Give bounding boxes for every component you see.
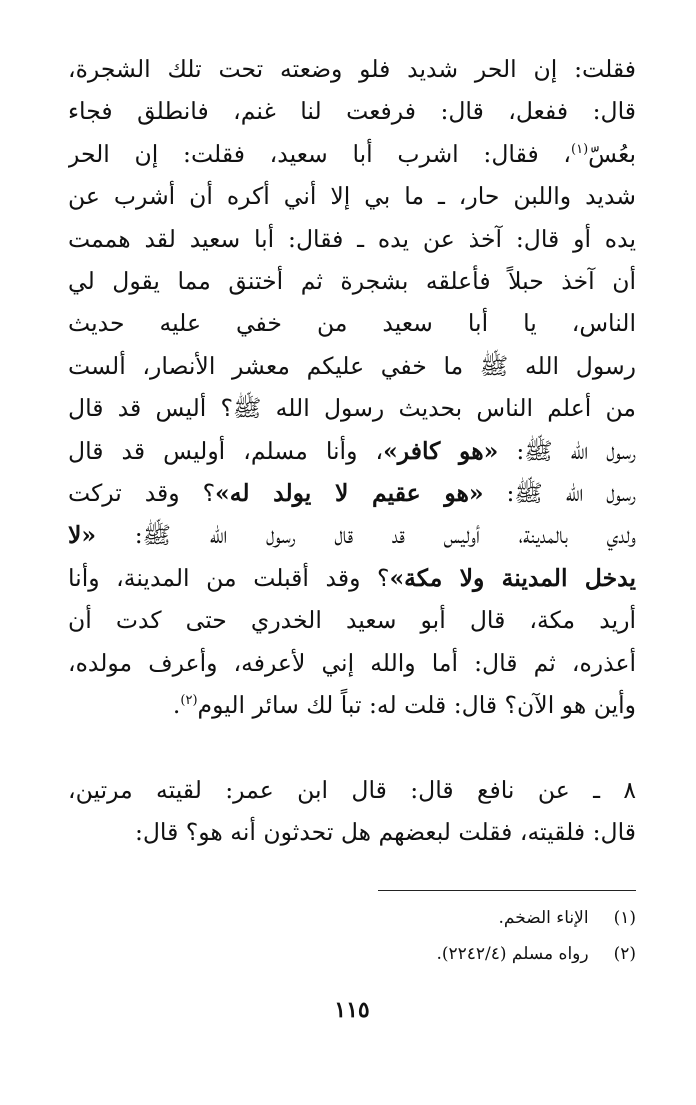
text-line-15: أعذره، ثم قال: أما والله إني لأعرفه، وأعرف مولده،	[68, 648, 636, 677]
text-line-7: الناس، يا أبا سعيد من خفي عليه حديث	[68, 309, 636, 338]
page-number: ١١٥	[334, 997, 370, 1023]
text-line-14: أريد مكة، قال أبو سعيد الخدري حتى كدت أن	[68, 606, 636, 635]
paragraph-gap	[68, 727, 636, 769]
quote-bold: «هو كافر»	[383, 436, 499, 465]
text-line-13: يدخل المدينة ولا مكة»؟ وقد أقبلت من المدينة، وأنا	[68, 563, 636, 592]
footnote-ref-1: (١)	[571, 141, 589, 157]
book-page	[68, 48, 636, 1023]
text-line-3: بعُسّ$^{(١)}$، فقال: اشرب أبا سعيد، فقلت: إن الحر	[68, 139, 636, 168]
text-line-8: رسول الله ﷺ ما خفي عليكم معشر الأنصار، ألست	[68, 351, 636, 380]
quote-bold: يدخل المدينة ولا مكة»	[389, 563, 636, 592]
footnote-text: الإناء الضخم.	[498, 908, 589, 928]
footnote-2	[68, 936, 636, 972]
footnote-1	[68, 900, 636, 936]
text-line-6: أن آخذ حبلاً فأعلقه بشجرة ثم أختنق مما يقول لي	[68, 267, 636, 296]
text-line-16: وأين هو الآن؟ قال: قلت له: تباً لك سائر اليوم$^{(٢)}$.	[172, 691, 636, 720]
text-line-12: ولدي بالمدينة، أوليس قد قال رسول الله ﷺ: «لا	[68, 521, 636, 550]
footnote-ref-2: (٢)	[180, 693, 198, 709]
footnote-separator	[378, 890, 636, 891]
text-line-1: فقلت: إن الحر شديد فلو وضعته تحت تلك الشجرة،	[68, 55, 636, 83]
quote-bold: «لا	[68, 521, 97, 550]
quote-bold: «هو عقيم لا يولد له»	[215, 479, 484, 508]
footnote-number: (١)	[613, 908, 636, 928]
text-line-11: رسول الله ﷺ: «هو عقيم لا يولد له»؟ وقد تركت	[68, 479, 636, 508]
text-line-10: رسول الله ﷺ: «هو كافر»، وأنا مسلم، أوليس قد قال	[68, 436, 636, 465]
text-line-17: ٨ ـ عن نافع قال: قال ابن عمر: لقيته مرتين،	[68, 775, 636, 804]
footnote-number: (٢)	[613, 944, 636, 964]
paragraph-2	[68, 769, 636, 854]
paragraph-1	[68, 48, 636, 727]
text-line-4: شديد واللبن حار، ـ ما بي إلا أني أكره أن أشرب عن	[68, 182, 636, 211]
text-line-18: قال: فلقيته، فقلت لبعضهم هل تحدثون أنه هو؟ قال:	[134, 817, 636, 846]
text-line-5: يده أو قال: آخذ عن يده ـ فقال: أبا سعيد لقد هممت	[68, 224, 636, 253]
footnotes	[68, 900, 636, 972]
text-line-9: من أعلم الناس بحديث رسول الله ﷺ؟ أليس قد قال	[68, 394, 636, 423]
footnote-text: رواه مسلم (٢٢٤٢/٤).	[436, 944, 589, 964]
text-line-2: قال: ففعل، قال: فرفعت لنا غنم، فانطلق فجاء	[68, 97, 636, 126]
